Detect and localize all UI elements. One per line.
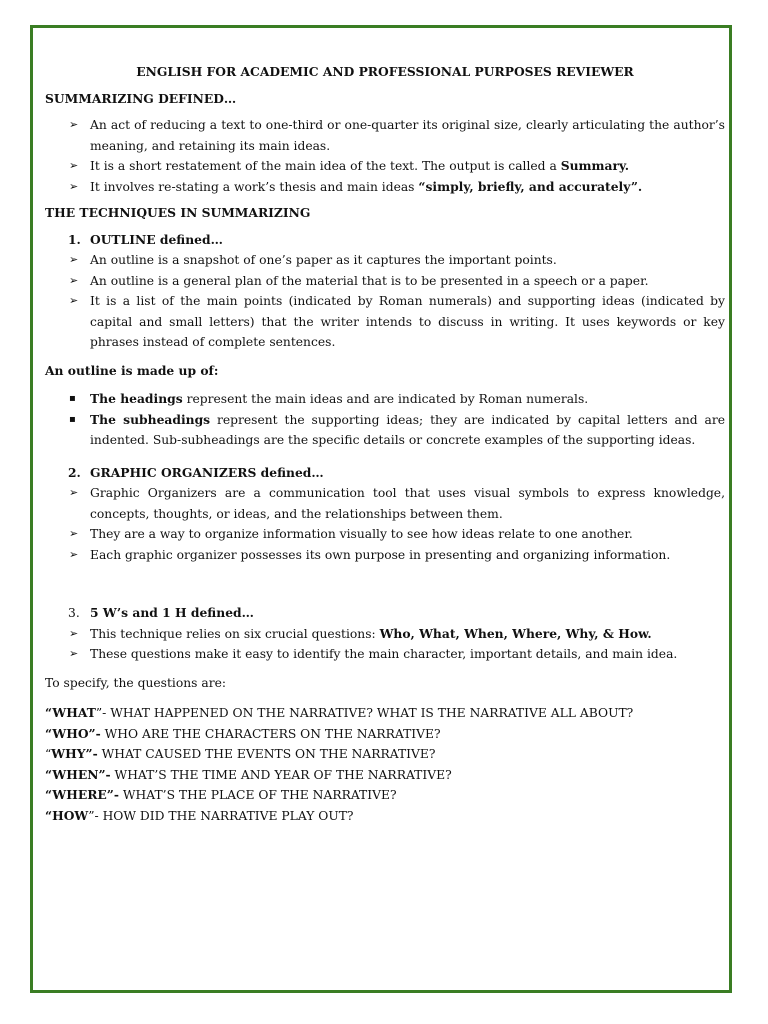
arrow-bullet-icon: ➢ xyxy=(69,118,79,131)
arrow-bullet-icon: ➢ xyxy=(69,527,79,540)
list-item: ➢ An act of reducing a text to one-third or one-quarter its original size, clearly articulating the author’s meaning, and retaining its main ideas. xyxy=(45,115,725,156)
square-bullet-icon: ▪ xyxy=(69,413,76,425)
outline-heading: 1. OUTLINE defined… xyxy=(68,231,223,247)
specify-text: To specify, the questions are: xyxy=(45,675,226,690)
questions-block xyxy=(45,703,725,826)
arrow-bullet-icon: ➢ xyxy=(69,486,79,499)
arrow-bullet-icon: ➢ xyxy=(69,159,79,172)
question-who: “WHO”- WHO ARE THE CHARACTERS ON THE NARRATIVE? xyxy=(45,725,441,741)
square-bullet-icon: ▪ xyxy=(69,393,76,404)
list-item: ➢ It involves re-stating a work’s thesis and main ideas “simply, briefly, and accurately”. xyxy=(45,177,725,198)
list-item: ➢ It is a short restatement of the main idea of the text. The output is called a Summary. xyxy=(45,156,725,177)
question-when: “WHEN”- WHAT’S THE TIME AND YEAR OF THE NARRATIVE? xyxy=(45,766,452,782)
list-item: ➢ Each graphic organizer possesses its own purpose in presenting and organizing information. xyxy=(45,545,725,566)
list-item: ➢ These questions make it easy to identify the main character, important details, and main idea. xyxy=(45,644,725,665)
list-item: ➢ It is a list of the main points (indicated by Roman numerals) and supporting ideas (indicated by capital and small letters) that the writer intends to discuss in writing. It uses keywords or key phrases instead of complete sentences. xyxy=(45,291,725,353)
list-item: ➢ An outline is a snapshot of one’s paper as it captures the important points. xyxy=(45,250,725,271)
arrow-bullet-icon: ➢ xyxy=(69,547,79,561)
arrow-bullet-icon: ➢ xyxy=(69,273,79,287)
list-item: ▪ The headings represent the main ideas and are indicated by Roman numerals. xyxy=(45,389,725,410)
document-title: ENGLISH FOR ACADEMIC AND PROFESSIONAL PURPOSES REVIEWER xyxy=(136,64,634,79)
arrow-bullet-icon: ➢ xyxy=(69,253,79,266)
outline-list xyxy=(45,250,725,353)
arrow-bullet-icon: ➢ xyxy=(69,647,79,660)
summarizing-list xyxy=(45,115,725,197)
list-item: ➢ Graphic Organizers are a communication tool that uses visual symbols to express knowledge, concepts, thoughts, or ideas, and the relationships between them. xyxy=(45,483,725,524)
summarizing-heading: SUMMARIZING DEFINED… xyxy=(45,90,237,106)
list-item: ➢ This technique relies on six crucial questions: Who, What, When, Where, Why, & How. xyxy=(45,624,725,645)
question-what: “WHAT”- WHAT HAPPENED ON THE NARRATIVE? WHAT IS THE NARRATIVE ALL ABOUT? xyxy=(45,705,634,720)
outline-parts-list xyxy=(45,389,725,451)
document-body xyxy=(45,62,725,826)
five-ws-list xyxy=(45,624,725,665)
arrow-bullet-icon: ➢ xyxy=(69,294,79,307)
question-where: “WHERE”- WHAT’S THE PLACE OF THE NARRATIVE? xyxy=(45,787,397,802)
five-ws-heading: 3. 5 W’s and 1 H defined… xyxy=(68,605,254,620)
list-item: ▪ The subheadings represent the supporting ideas; they are indicated by capital letters and are indented. Sub-subheadings are the specific details or concrete examples of the supporting ideas. xyxy=(69,411,726,447)
question-why: “WHY”- WHAT CAUSED THE EVENTS ON THE NARRATIVE? xyxy=(45,746,436,761)
graphic-organizers-heading: 2. GRAPHIC ORGANIZERS defined… xyxy=(68,464,324,480)
outline-parts-heading: An outline is made up of: xyxy=(45,362,219,378)
graphic-organizers-list xyxy=(45,483,725,565)
question-how: “HOW”- HOW DID THE NARRATIVE PLAY OUT? xyxy=(45,807,354,823)
list-item: ➢ An outline is a general plan of the material that is to be presented in a speech or a paper. xyxy=(45,271,725,292)
arrow-bullet-icon: ➢ xyxy=(69,179,79,193)
list-item: ➢ They are a way to organize information visually to see how ideas relate to one another. xyxy=(45,524,725,545)
arrow-bullet-icon: ➢ xyxy=(69,626,79,640)
techniques-heading: THE TECHNIQUES IN SUMMARIZING xyxy=(45,205,311,220)
